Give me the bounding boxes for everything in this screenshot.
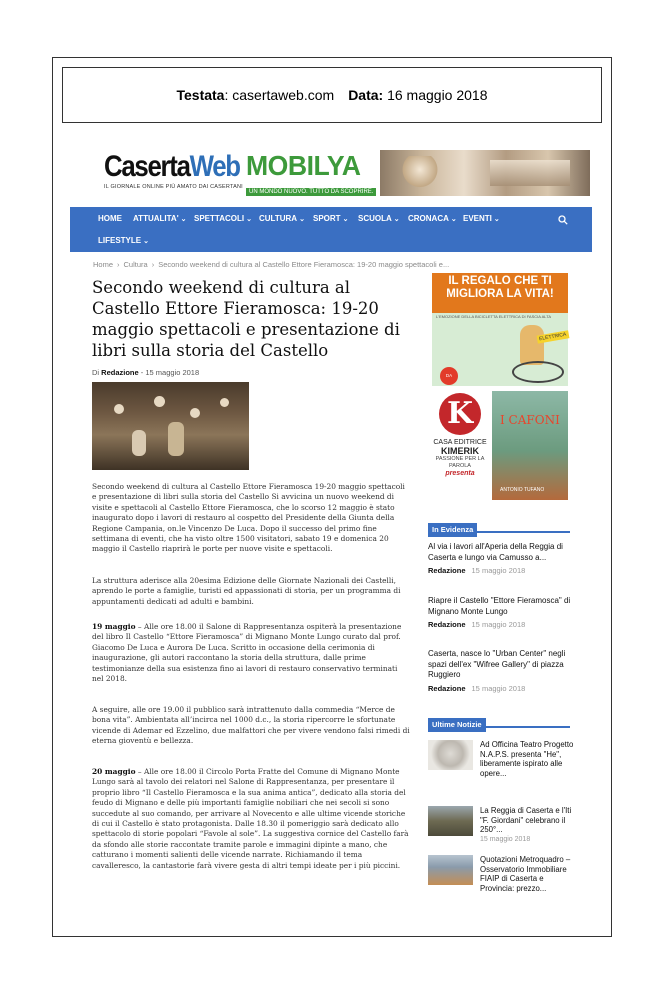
news-date: 15 maggio 2018 xyxy=(480,836,531,843)
kimerik-logo: K xyxy=(439,393,481,435)
article-paragraph: A seguire, alle ore 19.00 il pubblico sarà intrattenuto dalla commedia “Merce de bona vita”. Ambientata all’incirca nel 1000 d.c., la storia ripercorre le sfortunate vicende di Ademar ed Ezzelino, due malfattori che per vivere vendono falsi rimedi di eterna gioventù e bellezza. xyxy=(92,705,410,746)
news-thumbnail[interactable] xyxy=(428,740,473,770)
chevron-down-icon: ⌄ xyxy=(342,216,349,223)
news-thumbnail[interactable] xyxy=(428,855,473,885)
price-badge: DA xyxy=(440,367,458,385)
mobilya-ad[interactable] xyxy=(246,152,374,194)
evidenza-date: 15 maggio 2018 xyxy=(471,683,526,693)
bike-ad-label: ELETTRICA xyxy=(537,330,569,343)
section-header-notizie: Ultime Notizie xyxy=(428,714,570,728)
book-cover xyxy=(492,391,568,500)
kimerik-name: KIMERIK xyxy=(441,446,479,456)
evidenza-date: 15 maggio 2018 xyxy=(471,620,526,629)
data-label: Data: xyxy=(348,87,384,103)
evidenza-author: Redazione xyxy=(428,566,466,575)
nav-item-scuola[interactable]: SCUOLA ⌄ xyxy=(358,214,400,223)
breadcrumb-current: Secondo weekend di cultura al Castello Ettore Fieramosca: 19-20 maggio spettacoli e... xyxy=(158,260,450,269)
article-author[interactable]: Redazione xyxy=(101,368,139,377)
nav-item-cultura[interactable]: CULTURA ⌄ xyxy=(259,214,305,223)
nav-item-cronaca[interactable]: CRONACA ⌄ xyxy=(408,214,457,223)
chevron-down-icon: ⌄ xyxy=(180,216,187,223)
press-info-box xyxy=(62,67,602,123)
nav-item-attualita[interactable]: ATTUALITA' ⌄ xyxy=(133,214,187,223)
section-header-evidenza: In Evidenza xyxy=(428,519,570,533)
chevron-down-icon: ⌄ xyxy=(493,216,500,223)
kimerik-line1: CASA EDITRICE xyxy=(433,439,487,446)
article-paragraph: 19 maggio – Alle ore 18.00 il Salone di Rappresentanza ospiterà la presentazione del libro Il Castello “Ettore Fieramosca” di Mignano Monte Lungo curato dal prof. Giacomo De Luca e Aurora De Luca. Scritto in occasione della cerimonia di inaugurazione, gli autori raccontano la storia della struttura, dalle prime testimonianze della sua esistenza fino ai lavori di restauro conservativo terminati nel 2018. xyxy=(92,622,402,684)
article-paragraph: La struttura aderisce alla 20esima Edizione delle Giornate Nazionali dei Castelli, aprendo le porte a famiglie, turisti ed appassionati di storia, per un programma di appuntamenti dedicati ad adulti e bambini. xyxy=(92,576,401,606)
book-title: I CAFONI xyxy=(500,413,560,427)
nav-item-home[interactable]: HOME xyxy=(98,214,122,223)
article-byline: Di Redazione - 15 maggio 2018 xyxy=(92,368,200,377)
book-author: ANTONIO TUFANO xyxy=(500,487,545,493)
bike-ad[interactable] xyxy=(432,273,568,386)
list-item[interactable] xyxy=(428,596,578,629)
article-paragraph: Secondo weekend di cultura al Castello Ettore Fieramosca 19-20 maggio spettacoli e presentazione di libri sulla storia del Castello Si avvicina un nuovo weekend di visite e spettacoli al Castello Ettore Fieramosca, che lo scorso 12 maggio è stato inaugurato dopo i lavori di restauro al cospetto del Presidente della Giunta della Regione Campania, on.le Vincenzo De Luca. Dopo il successo del primo fine settimana di eventi, che ha visto oltre 1500 visitatori, sabato 19 e domenica 20 maggio il Castello riaprirà le porte per nuove visite e spettacoli. xyxy=(92,482,405,554)
breadcrumb-cultura[interactable]: Cultura xyxy=(123,260,148,269)
testata-value: : casertaweb.com xyxy=(224,87,335,103)
article-image xyxy=(92,382,249,470)
evidenza-author: Redazione xyxy=(428,683,466,693)
evidenza-title[interactable]: Riapre il Castello "Ettore Fieramosca" di Mignano Monte Lungo xyxy=(428,596,571,616)
news-thumbnail[interactable] xyxy=(428,806,473,836)
evidenza-author: Redazione xyxy=(428,620,466,629)
article-paragraph: 20 maggio – Alle ore 18.00 il Circolo Porta Fratte del Comune di Mignano Monte Lungo sarà al tavolo dei relatori nel Salone di Rappresentanza, per presentare il proprio libro “Il Castello Fieramosca e la sua anima antica”, dedicato alla storia del feudo di Mignano e delle più importanti famiglie nobiliari che nei secoli si sono succedute al suo comando, per arrivare al Novecento e alle ultime vicende storiche di cui il Castello è stato protagonista. Dalle 18.30 il pomeriggio sarà dedicato allo spettacolo di storie popolari “Favole al sole”. La suggestiva cornice del Castello farà da sfondo alle storie raccontate tramite parole e immagini dipinte a mano, che catturano i momenti salienti delle vicende narrate. Richiamando il tema cavalleresco, la cantastorie farà vivere gesta di altri tempi ideate per i più piccini. xyxy=(92,767,409,870)
testata-label: Testata xyxy=(176,87,225,103)
nav-item-lifestyle[interactable]: LIFESTYLE ⌄ xyxy=(98,236,149,245)
search-icon[interactable] xyxy=(558,212,568,222)
list-item[interactable] xyxy=(428,649,578,693)
bike-ad-subtitle: L'EMOZIONE DELLA BICICLETTA ELETTRICA DI FASCIA ALTA xyxy=(436,314,552,319)
site-logo[interactable] xyxy=(104,150,243,192)
mobilya-brand: MOBILYA xyxy=(246,150,361,181)
evidenza-date: 15 maggio 2018 xyxy=(471,566,526,575)
list-item[interactable] xyxy=(428,806,578,846)
evidenza-title[interactable]: Al via i lavori all'Aperia della Reggia di Caserta e lungo via Camusso a... xyxy=(428,542,563,562)
article-date: - 15 maggio 2018 xyxy=(138,368,200,377)
breadcrumb-home[interactable]: Home xyxy=(93,260,114,269)
logo-web: Web xyxy=(189,150,240,183)
logo-caserta: Caserta xyxy=(104,150,190,183)
chevron-down-icon: ⌄ xyxy=(246,216,252,223)
list-item[interactable] xyxy=(428,542,578,575)
evidenza-title[interactable]: Caserta, nasce lo "Urban Center" negli spazi dell'ex "Wifree Gallery" di piazza Ruggiero xyxy=(428,649,566,679)
bike-ad-headline: IL REGALO CHE TI MIGLIORA LA VITA! xyxy=(432,273,568,313)
chevron-down-icon: ⌄ xyxy=(450,216,457,223)
logo-tagline: IL GIORNALE ONLINE PIÙ AMATO DAI CASERTANI xyxy=(104,184,243,190)
list-item[interactable] xyxy=(428,740,578,780)
person-image xyxy=(520,325,544,365)
chevron-down-icon: ⌄ xyxy=(143,238,149,245)
news-title[interactable]: Ad Officina Teatro Progetto N.A.P.S. presenta "He", liberamente ispirato alle opere... xyxy=(480,740,574,778)
article-title: Secondo weekend di cultura al Castello Ettore Fieramosca: 19-20 maggio spettacoli e presentazione di libri sulla storia del Castello xyxy=(92,278,400,360)
breadcrumb: Home › Cultura › Secondo weekend di cultura al Castello Ettore Fieramosca: 19-20 maggio spettacoli e... xyxy=(93,260,450,269)
chevron-down-icon: ⌄ xyxy=(299,216,305,223)
mobilya-tagline: UN MONDO NUOVO. TUTTO DA SCOPRIRE. xyxy=(246,188,376,196)
mobilya-ad-image[interactable] xyxy=(380,150,590,196)
date-highlight: 20 maggio xyxy=(92,767,136,776)
nav-item-eventi[interactable]: EVENTI ⌄ xyxy=(463,214,500,223)
nav-item-sport[interactable]: SPORT ⌄ xyxy=(313,214,349,223)
data-value: 16 maggio 2018 xyxy=(383,87,488,103)
bicycle-icon xyxy=(512,361,564,383)
chevron-down-icon: ⌄ xyxy=(393,216,400,223)
list-item[interactable] xyxy=(428,855,578,895)
date-highlight: 19 maggio xyxy=(92,622,136,631)
kimerik-presenta: presenta xyxy=(445,470,475,477)
kimerik-ad[interactable] xyxy=(432,391,568,500)
news-title[interactable]: La Reggia di Caserta e l'Iti "F. Giordani" celebrano il 250°... xyxy=(480,806,572,835)
nav-item-spettacoli[interactable]: SPETTACOLI ⌄ xyxy=(194,214,252,223)
kimerik-slogan: PASSIONE PER LA PAROLA xyxy=(435,456,485,469)
news-title[interactable]: Quotazioni Metroquadro – Osservatorio Immobiliare FIAIP di Caserta e Provincia: prezzo... xyxy=(480,855,571,893)
